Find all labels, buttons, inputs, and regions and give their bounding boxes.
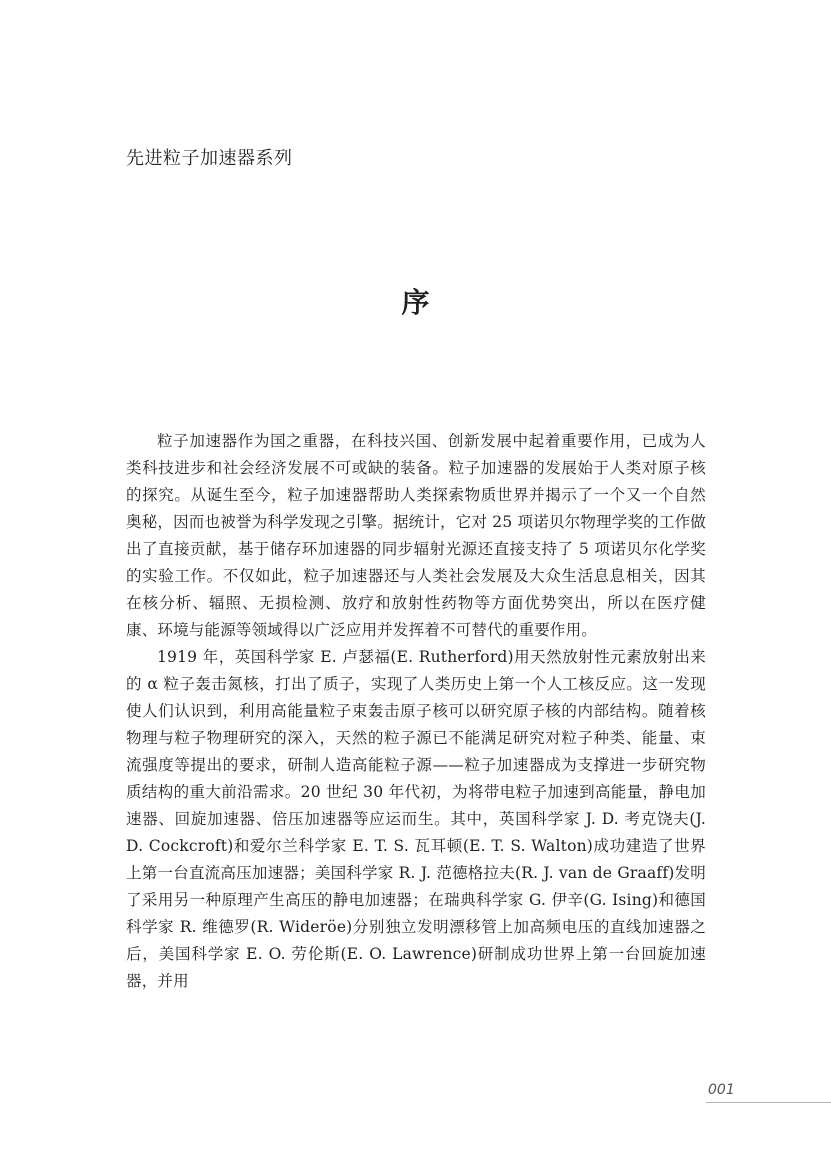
body-text <box>126 428 706 995</box>
chapter-title: 序 <box>401 286 430 319</box>
series-title: 先进粒子加速器系列 <box>126 148 293 169</box>
paragraph-history: 1919 年，英国科学家 E. 卢瑟福(E. Rutherford)用天然放射性元素放射出来的 α 粒子轰击氮核，打出了质子，实现了人类历史上第一个人工核反应。这一发现使人们认识到，利用高能量粒子束轰击原子核可以研究原子核的内部结构。随着核物理与粒子物理研究的深入，天然的粒子源已不能满足研究对粒子种类、能量、束流强度等提出的要求，研制人造高能粒子源——粒子加速器成为支撑进一步研究物质结构的重大前沿需求。20 世纪 30 年代初，为将带电粒子加速到高能量，静电加速器、回旋加速器、倍压加速器等应运而生。其中，英国科学家 J. D. 考克饶夫(J. D. Cockcroft)和爱尔兰科学家 E. T. S. 瓦耳顿(E. T. S. Walton)成功建造了世界上第一台直流高压加速器；美国科学家 R. J. 范德格拉夫(R. J. van de Graaff)发明了采用另一种原理产生高压的静电加速器；在瑞典科学家 G. 伊辛(G. Ising)和德国科学家 R. 维德罗(R. Wideröe)分别独立发明漂移管上加高频电压的直线加速器之后，美国科学家 E. O. 劳伦斯(E. O. Lawrence)研制成功世界上第一台回旋加速器，并用 <box>126 648 706 990</box>
page-number: 001 <box>708 1082 735 1098</box>
paragraph-intro: 粒子加速器作为国之重器，在科技兴国、创新发展中起着重要作用，已成为人类科技进步和社会经济发展不可或缺的装备。粒子加速器的发展始于人类对原子核的探究。从诞生至今，粒子加速器帮助人类探索物质世界并揭示了一个又一个自然奥秘，因而也被誉为科学发现之引擎。据统计，它对 25 项诺贝尔物理学奖的工作做出了直接贡献，基于储存环加速器的同步辐射光源还直接支持了 5 项诺贝尔化学奖的实验工作。不仅如此，粒子加速器还与人类社会发展及大众生活息息相关，因其在核分析、辐照、无损检测、放疗和放射性药物等方面优势突出，所以在医疗健康、环境与能源等领域得以广泛应用并发挥着不可替代的重要作用。 <box>126 432 706 639</box>
footer-rule <box>706 1102 831 1103</box>
